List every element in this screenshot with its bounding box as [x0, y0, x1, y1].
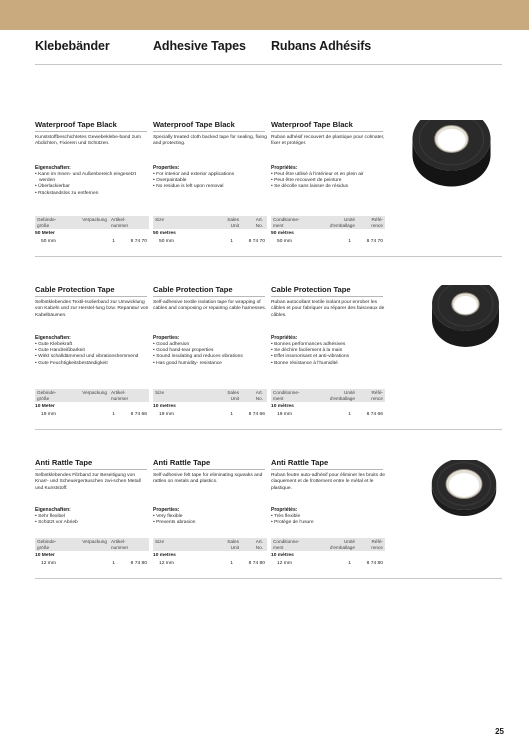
- properties-list: [35, 342, 149, 367]
- row-size: 12 mm: [159, 561, 174, 566]
- property-item: • Gute Klebekraft: [35, 342, 149, 348]
- title-underline: [35, 296, 147, 297]
- properties-heading: Eigenschaften:: [35, 507, 71, 513]
- properties-heading: Properties:: [153, 335, 180, 341]
- table-header: [153, 389, 267, 402]
- header-title-de: Klebebänder: [35, 39, 110, 53]
- table-header-cell: Gebinde- größe: [37, 539, 57, 550]
- property-item: • Très flexible: [271, 514, 385, 520]
- property-item: • Schützt vor Abrieb: [35, 520, 149, 526]
- tape-roll-image: [394, 120, 509, 190]
- header-title-fr: Rubans Adhésifs: [271, 39, 372, 53]
- table-header: [271, 389, 385, 402]
- properties-heading: Propriétés:: [271, 165, 298, 171]
- table-header-cell: Réfé- rence: [371, 390, 383, 401]
- table-header-cell: Unité d'emballage: [329, 539, 355, 550]
- property-item: • Overpaintable: [153, 178, 267, 184]
- top-color-band: [0, 0, 529, 30]
- table-header-cell: Art. No.: [255, 390, 263, 401]
- package-length: 10 mètres: [271, 404, 294, 409]
- package-length: 10 metres: [153, 404, 176, 409]
- row-article-number: 8 74 80: [248, 561, 265, 566]
- title-underline: [35, 131, 147, 132]
- product-description: Ruban adhésif recouvert de plastique pour colmater, fixer et protéger.: [271, 135, 385, 147]
- row-size: 50 mm: [41, 239, 56, 244]
- product-title: Cable Protection Tape: [153, 285, 233, 294]
- product-title: Cable Protection Tape: [35, 285, 115, 294]
- property-item: • Effet insonorisant et anti-vibrations: [271, 354, 385, 360]
- product-title: Waterproof Tape Black: [153, 120, 235, 129]
- table-header: [153, 538, 267, 551]
- table-header-cell: Réfé- rence: [371, 539, 383, 550]
- table-header-cell: Size: [155, 390, 165, 395]
- property-item: • Se déchire facilement à la main: [271, 348, 385, 354]
- tape-roll-image: [408, 460, 520, 520]
- table-header-cell: Verpackung: [82, 390, 107, 395]
- table-header-cell: Conditionne- ment: [273, 390, 300, 401]
- title-underline: [271, 131, 383, 132]
- product-description: Ruban feutre auto-adhésif pour éliminer les bruits de claquement et de frottement entre le métal et le plastique.: [271, 473, 385, 491]
- property-item: • Sehr flexibel: [35, 514, 149, 520]
- table-header-cell: Size: [155, 539, 165, 544]
- properties-list: [35, 172, 149, 197]
- property-item: • Peut être recouvert de peinture: [271, 178, 385, 184]
- row-article-number: 8 74 66: [366, 412, 383, 417]
- header-title-en: Adhesive Tapes: [153, 39, 246, 53]
- row-article-number: 8 74 70: [130, 239, 147, 244]
- row-size: 19 mm: [159, 412, 174, 417]
- table-header: [271, 216, 385, 229]
- table-header-cell: Unité d'emballage: [329, 217, 355, 228]
- table-header-cell: Sales Unit: [227, 539, 239, 550]
- package-length: 10 mètres: [271, 553, 294, 558]
- properties-heading: Properties:: [153, 507, 180, 513]
- property-item: • Bonnes performances adhésives: [271, 342, 385, 348]
- package-length: 10 Meter: [35, 553, 55, 558]
- table-header-cell: Gebinde- größe: [37, 390, 57, 401]
- row-article-number: 8 74 80: [130, 561, 147, 566]
- properties-list: [153, 514, 267, 526]
- table-header-cell: Conditionne- ment: [273, 539, 300, 550]
- row-quantity: 1: [348, 561, 351, 566]
- table-header-cell: Verpackung: [82, 539, 107, 544]
- product-section: [0, 120, 529, 250]
- property-item: • Bonne résistance à l'humidité: [271, 361, 385, 367]
- row-quantity: 1: [348, 412, 351, 417]
- table-header-cell: Size: [155, 217, 165, 222]
- properties-list: [153, 342, 267, 367]
- table-header-cell: Gebinde- größe: [37, 217, 57, 228]
- table-header: [35, 216, 149, 229]
- property-item: • Überlackierbar: [35, 184, 149, 190]
- title-underline: [153, 469, 265, 470]
- row-size: 50 mm: [159, 239, 174, 244]
- row-quantity: 1: [112, 412, 115, 417]
- row-article-number: 8 74 70: [366, 239, 383, 244]
- product-title: Anti Rattle Tape: [153, 458, 211, 467]
- property-item: • Good hand-tear properties: [153, 348, 267, 354]
- product-description: Self-adhesive felt tape for eliminating squeaks and rattles on metals and plastics.: [153, 473, 263, 485]
- property-item: • Good adhesion: [153, 342, 267, 348]
- product-description: Ruban autocollant textile isolant pour enrober les câbles et pour fabriquer ou réparer des faisceaux de câbles.: [271, 300, 385, 318]
- product-description: Selbstklebendes Filzband zur Beseitigung von Knarr- und Scheuergeräuschen zwi-schen Metall und Kunststoff.: [35, 473, 141, 491]
- row-size: 19 mm: [277, 412, 292, 417]
- title-underline: [153, 296, 265, 297]
- table-header-cell: Unité d'emballage: [329, 390, 355, 401]
- product-title: Waterproof Tape Black: [35, 120, 117, 129]
- properties-heading: Eigenschaften:: [35, 335, 71, 341]
- properties-heading: Eigenschaften:: [35, 165, 71, 171]
- table-header-cell: Artikel- nummer: [111, 539, 129, 550]
- properties-heading: Propriétés:: [271, 335, 298, 341]
- page-header: [0, 30, 529, 64]
- property-item: • Wirkt schalldämmend und vibrationshemmend: [35, 354, 149, 360]
- table-header-cell: Sales Unit: [227, 390, 239, 401]
- row-quantity: 1: [230, 561, 233, 566]
- table-header: [35, 389, 149, 402]
- property-item: • Very flexible: [153, 514, 267, 520]
- row-quantity: 1: [348, 239, 351, 244]
- product-description: Selbstklebendes Textil-Isolierband zur Umwicklung von Kabeln und zur Herstel-lung bzw. Reparatur von Kabelbäumen.: [35, 300, 149, 318]
- table-header-cell: Artikel- nummer: [111, 390, 129, 401]
- title-underline: [153, 131, 265, 132]
- title-underline: [271, 296, 383, 297]
- property-item: • Se décolle sans laisser de résidus: [271, 184, 385, 190]
- product-title: Waterproof Tape Black: [271, 120, 353, 129]
- table-header-cell: Réfé- rence: [371, 217, 383, 228]
- product-description: Kunststoffbeschichtetes Gewebeklebe-band zum Abdichten, Fixieren und Schützen.: [35, 135, 141, 147]
- property-item: • Protège de l'usure: [271, 520, 385, 526]
- table-header-cell: Conditionne- ment: [273, 217, 300, 228]
- package-length: 10 Meter: [35, 404, 55, 409]
- property-item: • Prevents abrasion: [153, 520, 267, 526]
- property-item: • No residue is left upon removal: [153, 184, 267, 190]
- properties-list: [271, 514, 385, 526]
- title-underline: [271, 469, 383, 470]
- table-header: [153, 216, 267, 229]
- product-title: Anti Rattle Tape: [271, 458, 329, 467]
- properties-heading: Propriétés:: [271, 507, 298, 513]
- row-article-number: 8 74 66: [248, 412, 265, 417]
- properties-list: [271, 342, 385, 367]
- header-divider: [35, 64, 502, 65]
- row-article-number: 8 74 66: [130, 412, 147, 417]
- section-divider: [35, 429, 502, 430]
- title-underline: [35, 469, 147, 470]
- properties-list: [271, 172, 385, 191]
- row-size: 50 mm: [277, 239, 292, 244]
- property-item: • Has good humidity- resistance: [153, 361, 267, 367]
- product-title: Cable Protection Tape: [271, 285, 351, 294]
- table-header-cell: Sales Unit: [227, 217, 239, 228]
- table-header-cell: Verpackung: [82, 217, 107, 222]
- table-header-cell: Art. No.: [255, 217, 263, 228]
- row-article-number: 8 74 70: [248, 239, 265, 244]
- row-quantity: 1: [112, 561, 115, 566]
- package-length: 50 metres: [153, 231, 176, 236]
- tape-roll-image: [408, 285, 523, 355]
- row-size: 12 mm: [41, 561, 56, 566]
- row-quantity: 1: [112, 239, 115, 244]
- table-header-cell: Art. No.: [255, 539, 263, 550]
- property-item: • For interior and exterior applications: [153, 172, 267, 178]
- property-item: • Kann im Innen- und Außenbereich eingesetzt werden: [35, 172, 149, 184]
- product-section: [0, 458, 529, 588]
- property-item: • Gute Feuchtigkeitsbeständigkeit: [35, 361, 149, 367]
- property-item: • Rückstandslos zu entfernen: [35, 191, 149, 197]
- row-size: 19 mm: [41, 412, 56, 417]
- property-item: • Sound insulating and reduces vibrations: [153, 354, 267, 360]
- table-header: [271, 538, 385, 551]
- property-item: • Gute Handreißbarkeit: [35, 348, 149, 354]
- section-divider: [35, 578, 502, 579]
- package-length: 50 mètres: [271, 231, 294, 236]
- product-description: Self-adhesive textile isolation tape for wrapping of cables and composing or repairing cable harnesses.: [153, 300, 267, 312]
- page-number: 25: [495, 727, 504, 736]
- product-title: Anti Rattle Tape: [35, 458, 93, 467]
- row-article-number: 8 74 80: [366, 561, 383, 566]
- row-quantity: 1: [230, 412, 233, 417]
- row-quantity: 1: [230, 239, 233, 244]
- section-divider: [35, 256, 502, 257]
- property-item: • Peut être utilisé à l'intérieur et en plein air: [271, 172, 385, 178]
- table-header-cell: Artikel- nummer: [111, 217, 129, 228]
- row-size: 12 mm: [277, 561, 292, 566]
- table-header: [35, 538, 149, 551]
- product-section: [0, 285, 529, 415]
- properties-list: [35, 514, 149, 526]
- product-description: Specially treated cloth backed tape for sealing, fixing and protecting.: [153, 135, 267, 147]
- properties-list: [153, 172, 267, 191]
- properties-heading: Properties:: [153, 165, 180, 171]
- package-length: 10 metres: [153, 553, 176, 558]
- package-length: 50 Meter: [35, 231, 55, 236]
